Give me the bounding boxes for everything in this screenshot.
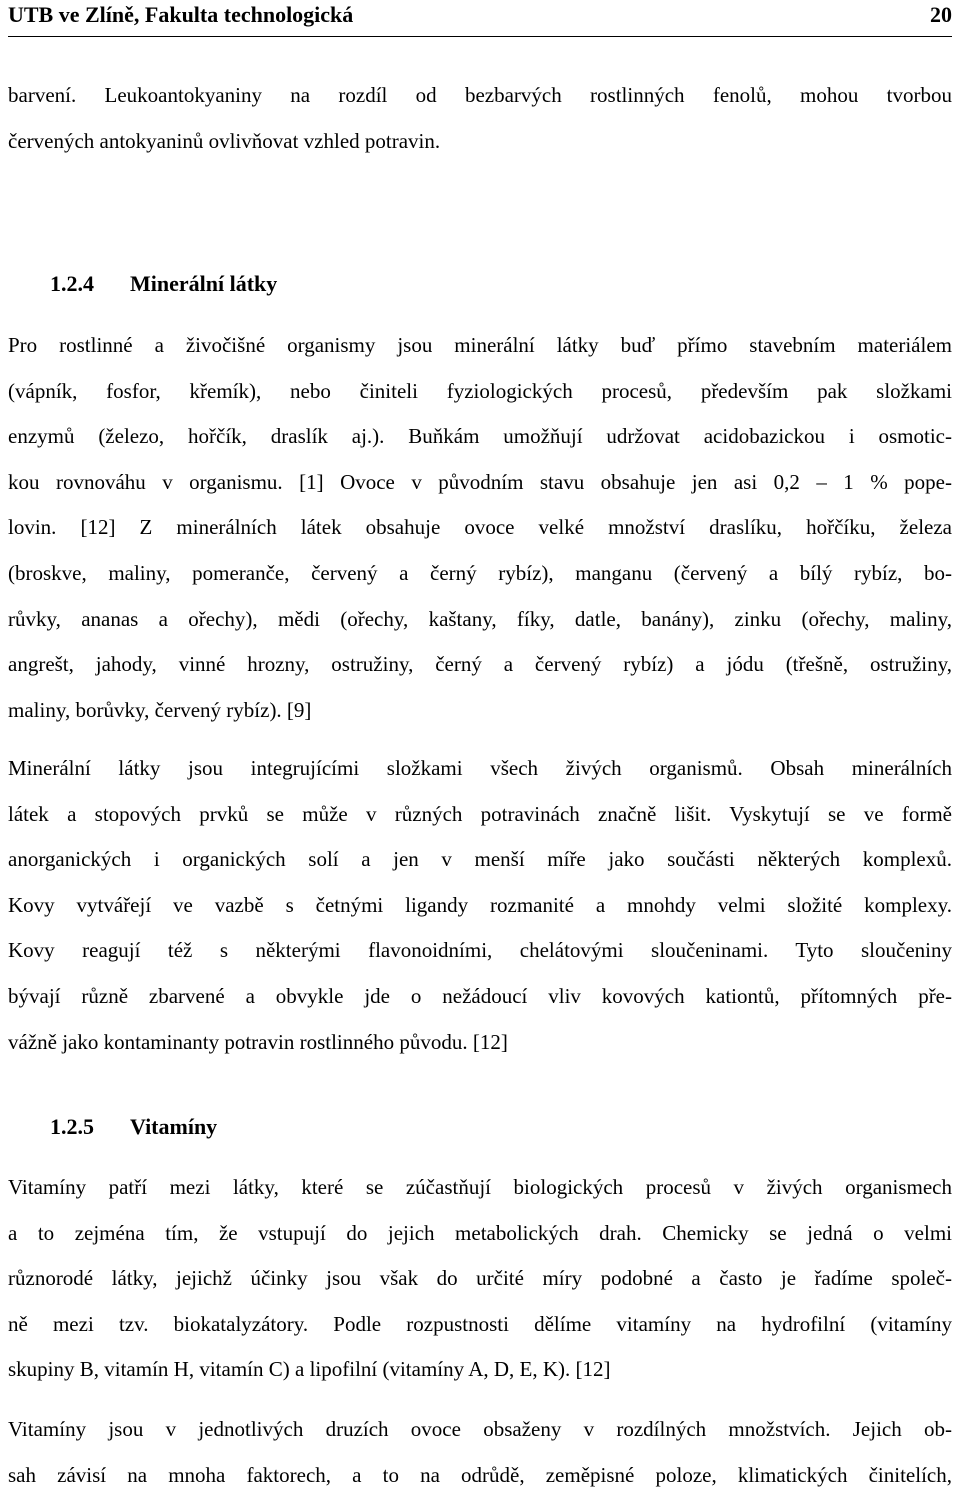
text-line: bývají různě zbarvené a obvykle jde o nežádoucí vliv kovových kationtů, přítomných pře-	[8, 983, 952, 1008]
header-title: UTB ve Zlíně, Fakulta technologická	[8, 2, 354, 27]
paragraph-continuation	[8, 73, 952, 164]
text-line: Pro rostlinné a živočišné organismy jsou minerální látky buď přímo stavebním materiálem	[8, 333, 952, 357]
text-line: kou rovnováhu v organismu. [1] Ovoce v původním stavu obsahuje jen asi 0,2 – 1 % pope-	[8, 469, 952, 494]
text-line: sah závisí na mnoha faktorech, a to na odrůdě, zeměpisné poloze, klimatických činitelích,	[8, 1462, 952, 1487]
text-line: Vitamíny patří mezi látky, které se zúčastňují biologických procesů v živých organismech	[8, 1175, 952, 1199]
text-line: maliny, borůvky, červený rybíz). [9]	[8, 697, 312, 722]
text-line: Vitamíny jsou v jednotlivých druzích ovoce obsaženy v rozdílných množstvích. Jejich ob-	[8, 1417, 952, 1441]
text-line: lovin. [12] Z minerálních látek obsahuje ovoce velké množství draslíku, hořčíku, železa	[8, 515, 952, 540]
text-line: ně mezi tzv. biokatalyzátory. Podle rozpustnosti dělíme vitamíny na hydrofilní (vitamíny	[8, 1311, 952, 1336]
text-line: různorodé látky, jejichž účinky jsou však do určité míry podobné a často je řadíme společ-	[8, 1266, 952, 1291]
paragraph-minerals-1	[8, 323, 952, 733]
text-line: látek a stopových prvků se může v různých potravinách značně lišit. Vyskytují se ve formě	[8, 801, 952, 826]
paragraph-vitamins-1	[8, 1165, 952, 1393]
text-line: červených antokyaninů ovlivňovat vzhled potravin.	[8, 128, 441, 153]
paragraph-minerals-2	[8, 746, 952, 1065]
text-line: enzymů (železo, hořčík, draslík aj.). Buňkám umožňují udržovat acidobazickou i osmotic-	[8, 424, 952, 449]
section-heading-vitamins	[50, 1112, 217, 1142]
text-line: skupiny B, vitamín H, vitamín C) a lipofilní (vitamíny A, D, E, K). [12]	[8, 1357, 611, 1382]
text-line: anorganických i organických solí a jen v menší míře jako součásti některých komplexů.	[8, 847, 952, 872]
page-header	[8, 0, 952, 37]
text-line: (vápník, fosfor, křemík), nebo činiteli fyziologických procesů, především pak složkami	[8, 378, 952, 403]
section-title: Minerální látky	[130, 271, 278, 296]
text-line: angrešt, jahody, vinné hrozny, ostružiny, černý a červený rybíz) a jódu (třešně, ostružiny,	[8, 652, 952, 677]
section-heading-mineral	[50, 269, 277, 299]
text-line: růvky, ananas a ořechy), mědi (ořechy, kaštany, fíky, datle, banány), zinku (ořechy, maliny,	[8, 606, 952, 631]
text-line: (broskve, maliny, pomeranče, červený a černý rybíz), manganu (červený a bílý rybíz, bo-	[8, 560, 952, 585]
page-number: 20	[930, 2, 952, 27]
text-line: Kovy reagují též s některými flavonoidními, chelátovými sloučeninami. Tyto sloučeniny	[8, 938, 952, 963]
text-line: Minerální látky jsou integrujícími složkami všech živých organismů. Obsah minerálních	[8, 756, 952, 780]
text-line: a to zejména tím, že vstupují do jejich metabolických drah. Chemicky se jedná o velmi	[8, 1220, 952, 1245]
text-line: barvení. Leukoantokyaniny na rozdíl od bezbarvých rostlinných fenolů, mohou tvorbou	[8, 83, 952, 107]
text-line: vážně jako kontaminanty potravin rostlinného původu. [12]	[8, 1029, 508, 1054]
section-number: 1.2.5	[50, 1114, 94, 1139]
text-line: Kovy vytvářejí ve vazbě s četnými ligandy rozmanité a mnohdy velmi složité komplexy.	[8, 892, 952, 917]
section-title: Vitamíny	[130, 1114, 218, 1139]
section-number: 1.2.4	[50, 271, 94, 296]
paragraph-vitamins-2	[8, 1407, 952, 1498]
